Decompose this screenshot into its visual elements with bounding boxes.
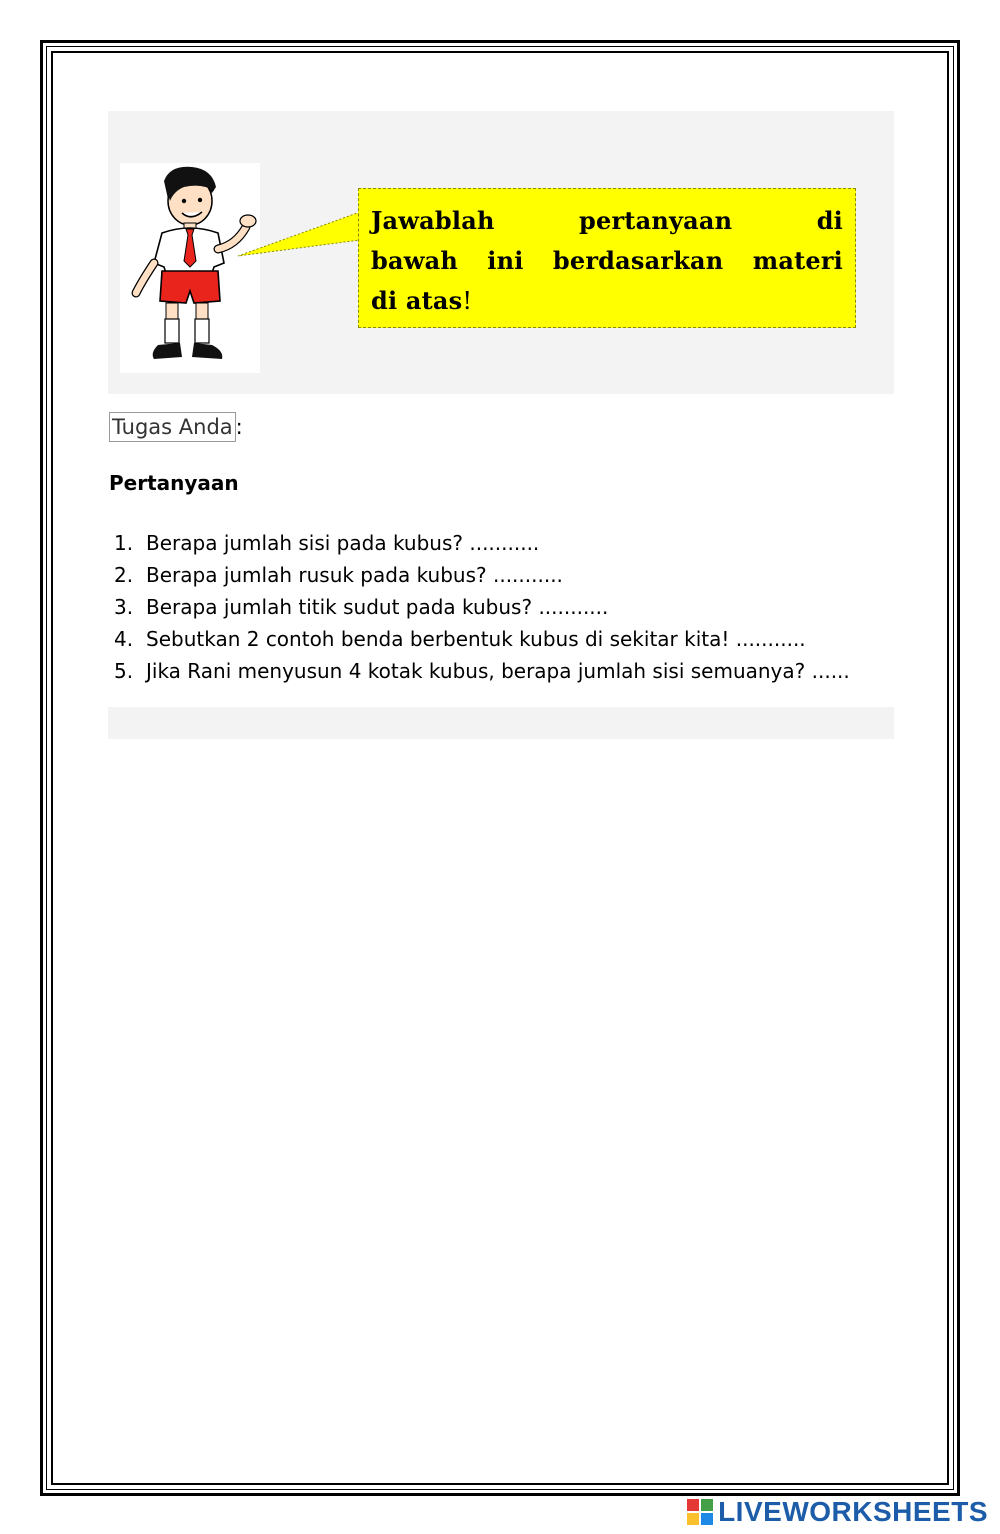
question-text: Berapa jumlah sisi pada kubus? ........... [146, 531, 540, 555]
liveworksheets-logo-icon [686, 1497, 714, 1527]
task-label-box: Tugas Anda [109, 412, 236, 442]
instruction-word-2: pertanyaan [579, 206, 733, 235]
question-item [114, 624, 894, 656]
question-number: 5. [114, 659, 134, 683]
question-item [114, 592, 894, 624]
question-number: 4. [114, 627, 134, 651]
task-heading [109, 412, 243, 442]
instruction-exclamation: ! [462, 287, 473, 315]
instruction-word-1: Jawablah [371, 206, 495, 235]
instruction-callout [358, 188, 856, 328]
instruction-line-2: bawah ini berdasarkan materi [371, 246, 843, 275]
section-title: Pertanyaan [109, 471, 239, 495]
question-item [114, 528, 894, 560]
liveworksheets-brand[interactable] [686, 1496, 988, 1528]
brand-name: LIVEWORKSHEETS [718, 1496, 988, 1527]
question-text: Jika Rani menyusun 4 kotak kubus, berapa jumlah sisi semuanya? ...... [146, 659, 850, 683]
question-item [114, 560, 894, 592]
question-text: Berapa jumlah rusuk pada kubus? ........... [146, 563, 563, 587]
question-number: 1. [114, 531, 134, 555]
question-item [114, 656, 894, 688]
instruction-line-3: di atas [371, 286, 463, 315]
question-text: Sebutkan 2 contoh benda berbentuk kubus di sekitar kita! ........... [146, 627, 806, 651]
footer-panel [108, 707, 894, 739]
question-number: 2. [114, 563, 134, 587]
boy-illustration [120, 163, 260, 373]
instruction-word-3: di [816, 206, 843, 235]
question-list [114, 528, 894, 688]
instruction-text [371, 201, 843, 321]
question-number: 3. [114, 595, 134, 619]
question-text: Berapa jumlah titik sudut pada kubus? ........... [146, 595, 609, 619]
task-colon: : [235, 415, 243, 439]
speech-pointer [236, 206, 366, 266]
